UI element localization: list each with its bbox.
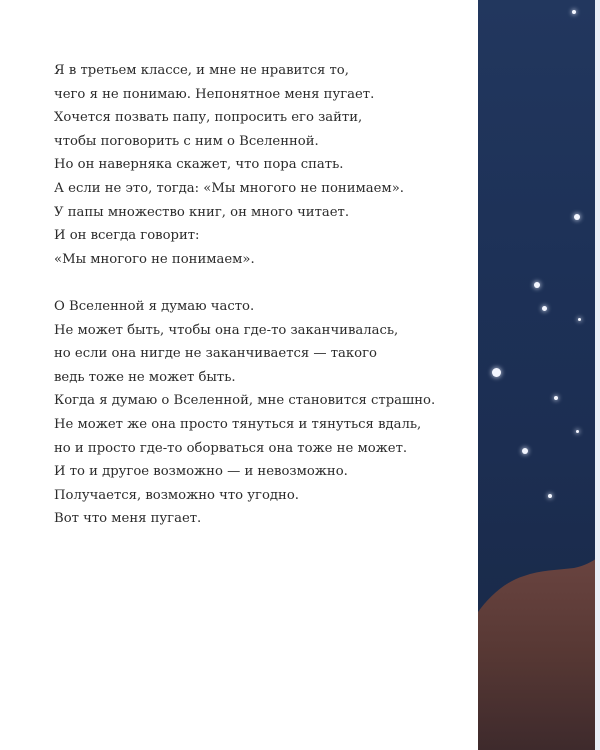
poem-line: И то и другое возможно — и невозможно. (54, 464, 348, 480)
poem-line: Не может быть, чтобы она где-то заканчивалась, (54, 322, 399, 338)
poem-line: Не может же она просто тянуться и тянуться вдаль, (54, 416, 422, 432)
poem-text (54, 59, 454, 531)
night-sky-illustration (478, 0, 600, 750)
poem-line: У папы множество книг, он много читает. (54, 204, 350, 220)
poem-line: чтобы поговорить с ним о Вселенной. (54, 133, 319, 149)
poem-line: но если она нигде не заканчивается — такого (54, 346, 377, 362)
stanza-1 (54, 59, 454, 271)
poem-line: А если не это, тогда: «Мы многого не понимаем». (54, 180, 404, 196)
poem-line: Когда я думаю о Вселенной, мне становится страшно. (54, 393, 436, 409)
poem-line: «Мы многого не понимаем». (54, 251, 255, 267)
stanza-2 (54, 295, 454, 531)
poem-line: Вот что меня пугает. (54, 511, 202, 527)
page-edge (595, 0, 600, 750)
hill-silhouette (478, 0, 600, 750)
poem-line: Я в третьем классе, и мне не нравится то, (54, 63, 349, 78)
poem-line: чего я не понимаю. Непонятное меня пугает. (54, 86, 375, 102)
poem-line: ведь тоже не может быть. (54, 369, 236, 385)
poem-line: Хочется позвать папу, попросить его зайти, (54, 110, 363, 126)
poem-line: И он всегда говорит: (54, 228, 200, 244)
poem-line: О Вселенной я думаю часто. (54, 298, 255, 314)
stanza-gap (54, 271, 454, 295)
poem-line: Получается, возможно что угодно. (54, 487, 299, 503)
poem-line: Но он наверняка скажет, что пора спать. (54, 157, 344, 173)
poem-line: но и просто где-то оборваться она тоже не может. (54, 440, 408, 456)
